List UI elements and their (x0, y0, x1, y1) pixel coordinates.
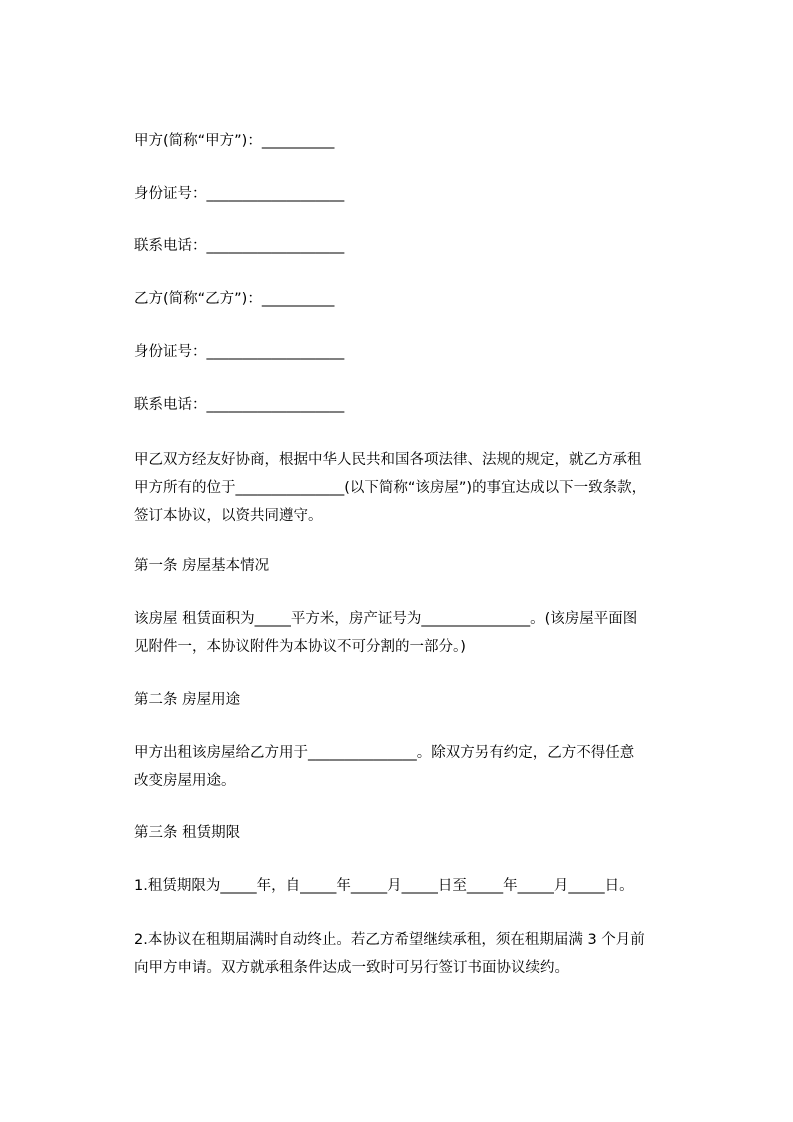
preamble-line-1: 甲乙双方经友好协商，根据中华人民共和国各项法律、法规的规定，就乙方承租 (134, 452, 642, 468)
party-a-id-number: 身份证号：___________________ (134, 186, 345, 202)
article-3-heading: 第三条 租赁期限 (134, 825, 241, 841)
article-3-item-1: 1.租赁期限为_____年，自_____年_____月_____日至_____年_____月_____日。 (134, 878, 634, 894)
party-a-title: 甲方(简称“甲方”)：__________ (134, 133, 335, 149)
preamble-line-2: 甲方所有的位于_______________(以下简称“该房屋”)的事宜达成以下一致条款， (134, 480, 647, 496)
article-2-line-1: 甲方出租该房屋给乙方用于_______________。除双方另有约定，乙方不得任意 (134, 745, 635, 761)
article-2-heading: 第二条 房屋用途 (134, 692, 241, 708)
article-1-heading: 第一条 房屋基本情况 (134, 558, 270, 574)
party-a-phone: 联系电话：___________________ (134, 238, 345, 254)
article-1-line-2: 见附件一，本协议附件为本协议不可分割的一部分。) (134, 639, 466, 655)
party-b-phone: 联系电话：___________________ (134, 397, 345, 413)
party-b-id-number: 身份证号：___________________ (134, 344, 345, 360)
article-3-item-2-line-1: 2.本协议在租期届满时自动终止。若乙方希望继续承租，须在租期届满 3 个月前 (134, 932, 645, 948)
preamble-line-3: 签订本协议，以资共同遵守。 (134, 508, 323, 524)
article-1-line-1: 该房屋 租赁面积为_____平方米，房产证号为_______________。(该房屋平面图 (134, 611, 638, 627)
party-b-title: 乙方(简称“乙方”)：__________ (134, 291, 335, 307)
article-2-line-2: 改变房屋用途。 (134, 773, 236, 789)
article-3-item-2-line-2: 向甲方申请。双方就承租条件达成一致时可另行签订书面协议续约。 (134, 960, 569, 976)
